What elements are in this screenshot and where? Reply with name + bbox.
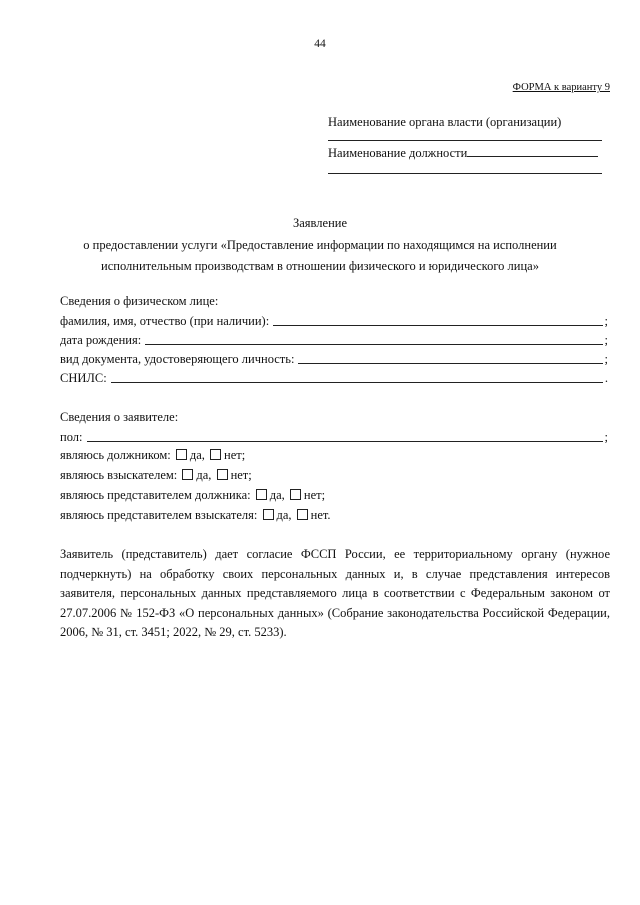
creditor-rep-yes-checkbox[interactable] xyxy=(263,509,274,520)
gender-end-mark: ; xyxy=(604,430,608,444)
debtor-rep-yes-checkbox[interactable] xyxy=(256,489,267,500)
creditor-no-checkbox[interactable] xyxy=(217,469,228,480)
gender-input-line[interactable] xyxy=(87,441,603,442)
id-document-row xyxy=(60,350,608,367)
person-section-heading: Сведения о физическом лице: xyxy=(60,294,219,308)
position-extra-line[interactable] xyxy=(328,173,602,174)
creditor-rep-check-label: являюсь представителем взыскателя: xyxy=(60,508,258,522)
creditor-no-label: нет; xyxy=(230,468,252,482)
creditor-rep-no-checkbox[interactable] xyxy=(297,509,308,520)
gender-label: пол: xyxy=(60,430,83,444)
debtor-check-label: являюсь должником: xyxy=(60,448,171,462)
full-name-label: фамилия, имя, отчество (при наличии): xyxy=(60,314,270,328)
organ-name-label: Наименование органа власти (организации) xyxy=(328,115,562,129)
creditor-rep-no-label: нет. xyxy=(310,508,331,522)
consent-paragraph: Заявитель (представитель) дает согласие ФССП России, ее территориальному органу (нужное подчеркнуть) на обработку своих персональных данных и, в случае представления интересов заявителя, персональных данных представляемого лица в соответствии с Федеральным законом от 27.07.2006 № 152-ФЗ «О персональных данных» (Собрание законодательства Российской Федерации, 2006, № 31, ст. 3451; 2022, № 29, ст. 5233). xyxy=(60,547,610,639)
debtor-rep-yes-label: да, xyxy=(269,488,285,502)
creditor-yes-checkbox[interactable] xyxy=(182,469,193,480)
position-line[interactable] xyxy=(467,146,598,157)
debtor-yes-label: да, xyxy=(189,448,205,462)
full-name-row xyxy=(60,312,608,329)
creditor-yes-label: да, xyxy=(196,468,212,482)
gender-row xyxy=(60,428,608,445)
applicant-section-heading: Сведения о заявителе: xyxy=(60,410,179,424)
id-document-end-mark: ; xyxy=(604,352,608,366)
snils-input-line[interactable] xyxy=(111,382,603,383)
document-subtitle-line-2: исполнительным производствам в отношении физического и юридического лица» xyxy=(101,259,539,273)
document-title: Заявление xyxy=(292,216,347,230)
creditor-check-row xyxy=(60,468,252,483)
id-document-label: вид документа, удостоверяющего личность: xyxy=(60,352,295,366)
organ-name-line[interactable] xyxy=(328,140,602,141)
birth-date-row xyxy=(60,331,608,348)
debtor-rep-check-row xyxy=(60,488,325,503)
debtor-rep-check-label: являюсь представителем должника: xyxy=(60,488,251,502)
debtor-yes-checkbox[interactable] xyxy=(176,449,187,460)
debtor-rep-no-label: нет; xyxy=(303,488,326,502)
snils-label: СНИЛС: xyxy=(60,371,107,385)
debtor-rep-no-checkbox[interactable] xyxy=(290,489,301,500)
creditor-check-label: являюсь взыскателем: xyxy=(60,468,178,482)
debtor-no-checkbox[interactable] xyxy=(210,449,221,460)
page-number: 44 xyxy=(314,38,326,50)
creditor-rep-yes-label: да, xyxy=(276,508,292,522)
document-subtitle-line-1: о предоставлении услуги «Предоставление информации по находящимся на исполнении xyxy=(83,238,557,252)
position-label: Наименование должности xyxy=(328,146,468,160)
snils-row xyxy=(60,369,608,386)
debtor-no-label: нет; xyxy=(224,448,246,462)
creditor-rep-check-row xyxy=(60,508,331,523)
birth-date-input-line[interactable] xyxy=(145,344,602,345)
birth-date-label: дата рождения: xyxy=(60,333,142,347)
birth-date-end-mark: ; xyxy=(604,333,608,347)
position-row xyxy=(328,146,604,161)
full-name-input-line[interactable] xyxy=(273,325,602,326)
full-name-end-mark: ; xyxy=(604,314,608,328)
id-document-input-line[interactable] xyxy=(298,363,602,364)
form-reference: ФОРМА к варианту 9 xyxy=(512,82,610,93)
debtor-check-row xyxy=(60,448,245,463)
snils-end-mark: . xyxy=(604,371,608,385)
